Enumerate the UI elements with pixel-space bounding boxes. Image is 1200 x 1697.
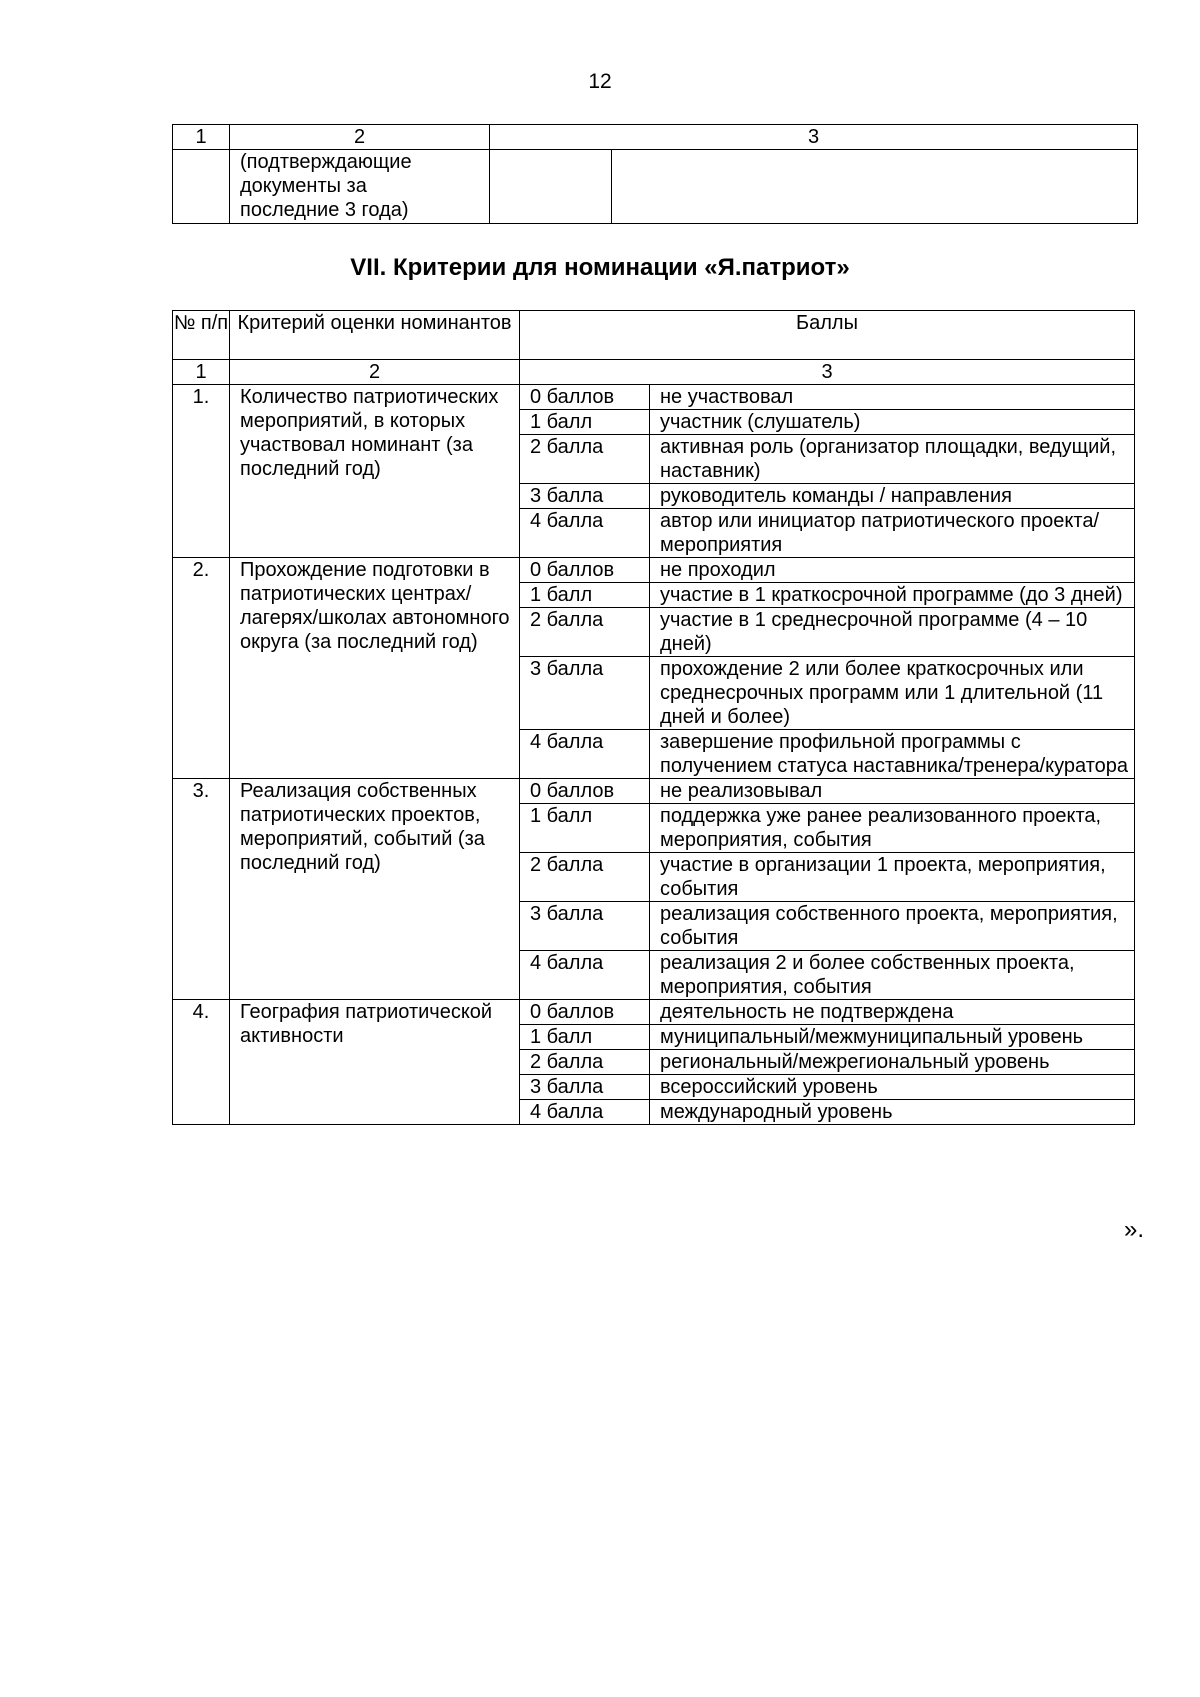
score-points: 4 балла: [520, 1100, 650, 1125]
section-title: VII. Критерии для номинации «Я.патриот»: [350, 254, 850, 281]
score-description: региональный/межрегиональный уровень: [650, 1050, 1135, 1075]
closing-quote-mark: ».: [1124, 1216, 1145, 1243]
score-description: не участвовал: [650, 385, 1135, 410]
score-description: участие в 1 среднесрочной программе (4 – 10 дней): [650, 608, 1135, 657]
score-points: 3 балла: [520, 484, 650, 509]
table-cell: [173, 150, 230, 224]
criterion-number: 2.: [173, 558, 230, 779]
score-description: поддержка уже ранее реализованного проекта, мероприятия, события: [650, 804, 1135, 853]
cell-line: последние 3 года): [240, 199, 409, 221]
score-points: 1 балл: [520, 410, 650, 435]
column-number: 2: [230, 360, 520, 385]
criterion-number: 4.: [173, 1000, 230, 1125]
score-points: 1 балл: [520, 804, 650, 853]
score-description: реализация собственного проекта, мероприятия, события: [650, 902, 1135, 951]
score-description: активная роль (организатор площадки, ведущий, наставник): [650, 435, 1135, 484]
score-description: всероссийский уровень: [650, 1075, 1135, 1100]
continued-table: [172, 124, 1138, 224]
header-cell: 2: [230, 125, 490, 150]
score-points: 3 балла: [520, 1075, 650, 1100]
table-cell: [612, 150, 1138, 224]
column-number: 1: [173, 360, 230, 385]
score-description: реализация 2 и более собственных проекта, мероприятия, события: [650, 951, 1135, 1000]
score-points: 2 балла: [520, 435, 650, 484]
criterion-name: География патриотической активности: [230, 1000, 520, 1125]
table-cell: [490, 150, 612, 224]
score-description: руководитель команды / направления: [650, 484, 1135, 509]
column-number: 3: [520, 360, 1135, 385]
score-description: прохождение 2 или более краткосрочных или среднесрочных программ или 1 длительной (11 дней и более): [650, 657, 1135, 730]
cell-line: документы за: [240, 175, 367, 197]
score-description: автор или инициатор патриотического проекта/мероприятия: [650, 509, 1135, 558]
score-description: участие в 1 краткосрочной программе (до 3 дней): [650, 583, 1135, 608]
criterion-number: 1.: [173, 385, 230, 558]
score-points: 3 балла: [520, 657, 650, 730]
criterion-name: Прохождение подготовки в патриотических центрах/лагерях/школах автономного округа (за последний год): [230, 558, 520, 779]
score-points: 2 балла: [520, 1050, 650, 1075]
criterion-name: Количество патриотических мероприятий, в которых участвовал номинант (за последний год): [230, 385, 520, 558]
criterion-number: 3.: [173, 779, 230, 1000]
score-points: 2 балла: [520, 853, 650, 902]
score-points: 4 балла: [520, 730, 650, 779]
score-description: не проходил: [650, 558, 1135, 583]
score-points: 1 балл: [520, 1025, 650, 1050]
score-points: 0 баллов: [520, 385, 650, 410]
score-points: 0 баллов: [520, 779, 650, 804]
header-num: № п/п: [173, 311, 230, 360]
score-description: участник (слушатель): [650, 410, 1135, 435]
cell-line: (подтверждающие: [240, 151, 412, 173]
score-description: международный уровень: [650, 1100, 1135, 1125]
score-points: 0 баллов: [520, 558, 650, 583]
header-cell: 1: [173, 125, 230, 150]
score-description: муниципальный/межмуниципальный уровень: [650, 1025, 1135, 1050]
criterion-name: Реализация собственных патриотических проектов, мероприятий, событий (за последний год): [230, 779, 520, 1000]
table-cell: [230, 150, 490, 224]
score-points: 1 балл: [520, 583, 650, 608]
score-points: 4 балла: [520, 509, 650, 558]
score-description: завершение профильной программы с получением статуса наставника/тренера/куратора: [650, 730, 1135, 779]
header-criterion: Критерий оценки номинантов: [230, 311, 520, 360]
header-cell: 3: [490, 125, 1138, 150]
score-description: не реализовывал: [650, 779, 1135, 804]
score-points: 3 балла: [520, 902, 650, 951]
criteria-table: [172, 310, 1135, 1125]
score-description: участие в организации 1 проекта, мероприятия, события: [650, 853, 1135, 902]
score-points: 4 балла: [520, 951, 650, 1000]
score-points: 0 баллов: [520, 1000, 650, 1025]
page-number: 12: [588, 70, 612, 93]
score-points: 2 балла: [520, 608, 650, 657]
score-description: деятельность не подтверждена: [650, 1000, 1135, 1025]
header-points: Баллы: [520, 311, 1135, 360]
